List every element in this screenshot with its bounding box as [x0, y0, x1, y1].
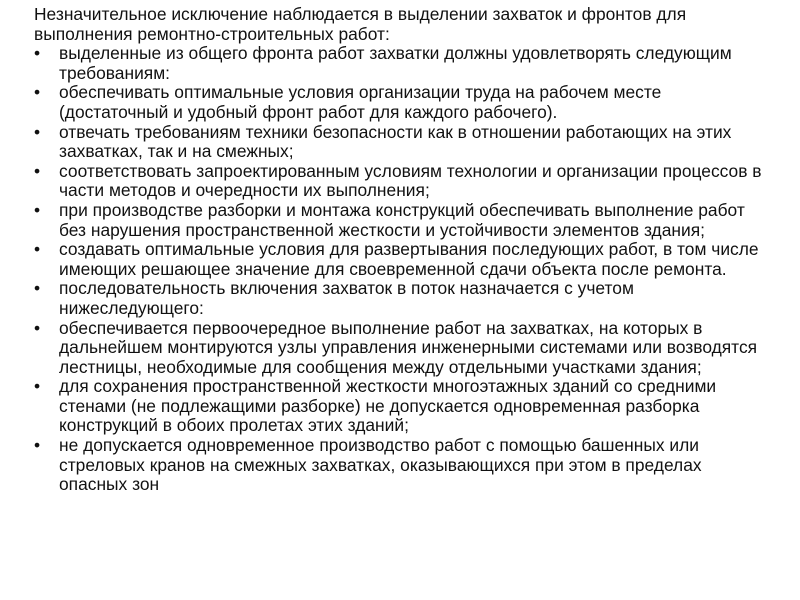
requirements-list	[34, 44, 770, 495]
list-item	[34, 240, 770, 279]
bullet-icon: •	[34, 239, 41, 260]
list-item	[34, 319, 770, 378]
bullet-icon: •	[34, 199, 41, 220]
list-item-text: не допускается одновременное производство работ с помощью башенных или стреловых кранов на смежных захватках, оказывающихся при этом в пределах опасных зон	[59, 435, 702, 495]
list-item	[34, 377, 770, 436]
list-item-text: для сохранения пространственной жесткости многоэтажных зданий со средними стенами (не подлежащими разборке) не допускается одновременная разборка конструкций в обоих пролетах этих зданий;	[59, 376, 717, 436]
bullet-icon: •	[34, 160, 41, 181]
list-item	[34, 83, 770, 122]
list-item	[34, 44, 770, 83]
list-item	[34, 201, 770, 240]
bullet-icon: •	[34, 376, 41, 397]
list-item-text: обеспечивается первоочередное выполнение работ на захватках, на которых в дальнейшем монтируются узлы управления инженерными системами или возводятся лестницы, необходимые для сообщения между отдельными участками здания;	[59, 317, 758, 377]
bullet-icon: •	[34, 317, 41, 338]
bullet-icon: •	[34, 435, 41, 456]
list-item	[34, 162, 770, 201]
list-item	[34, 436, 770, 495]
intro-paragraph: Незначительное исключение наблюдается в выделении захваток и фронтов для выполнения ремонтно-строительных работ:	[34, 4, 687, 44]
bullet-icon: •	[34, 82, 41, 103]
list-item-text: при производстве разборки и монтажа конструкций обеспечивать выполнение работ без нарушения пространственной жесткости и устойчивости элементов здания;	[59, 199, 745, 240]
list-item	[34, 123, 770, 162]
list-item	[34, 279, 770, 318]
bullet-icon: •	[34, 278, 41, 299]
list-item-text: создавать оптимальные условия для развертывания последующих работ, в том числе имеющих решающее значение для своевременной сдачи объекта после ремонта.	[59, 239, 759, 279]
list-item-text: последовательность включения захваток в поток назначается с учетом нижеследующего:	[59, 278, 634, 318]
list-item-text: соответствовать запроектированным условиям технологии и организации процессов в части методов и очередности их выполнения;	[59, 160, 762, 201]
list-item-text: обеспечивать оптимальные условия организации труда на рабочем месте (достаточный и удобный фронт работ для каждого рабочего).	[59, 82, 662, 122]
bullet-icon: •	[34, 121, 41, 142]
list-item-text: выделенные из общего фронта работ захватки должны удовлетворять следующим требованиям:	[59, 43, 732, 83]
list-item-text: отвечать требованиям техники безопасности как в отношении работающих на этих захватках, так и на смежных;	[59, 121, 732, 162]
bullet-icon: •	[34, 43, 41, 64]
